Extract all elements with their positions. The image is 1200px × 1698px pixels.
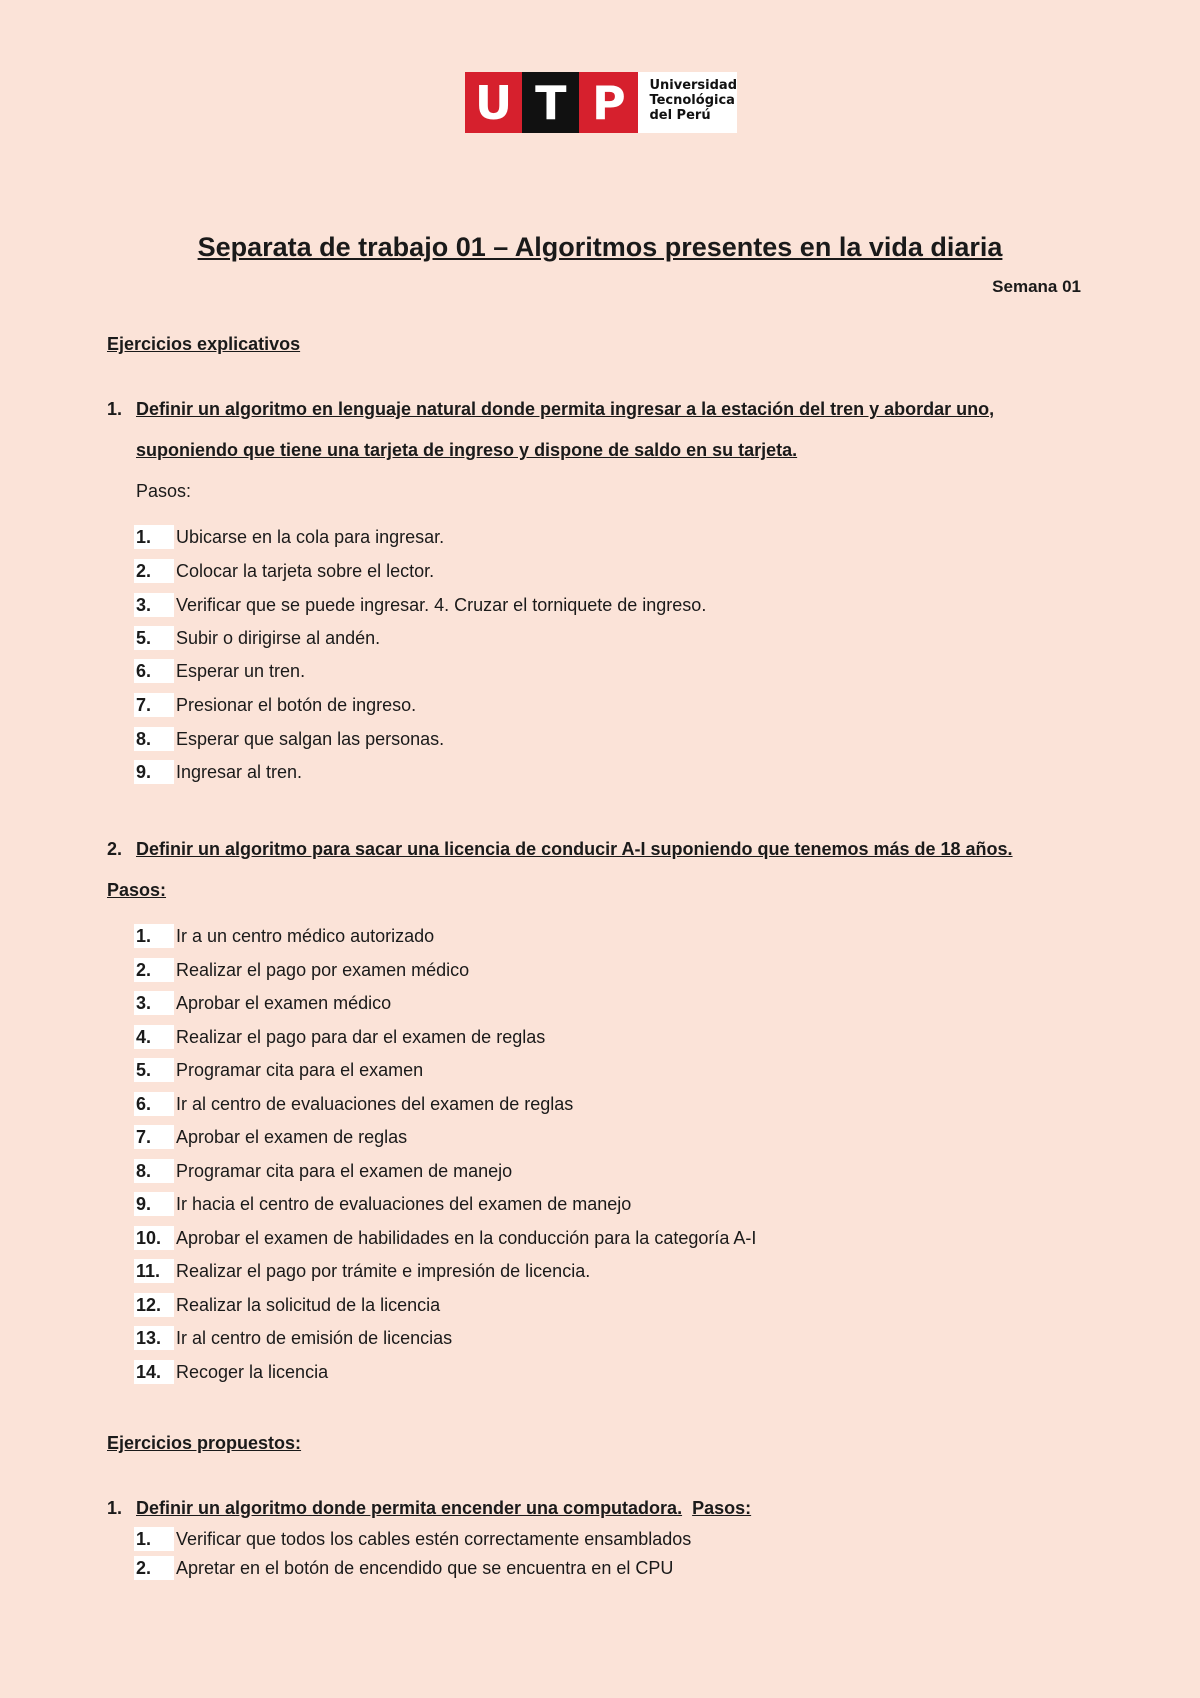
- step-number: 7.: [134, 1125, 174, 1149]
- step-text: Realizar la solicitud de la licencia: [176, 1295, 441, 1315]
- list-item: [134, 1527, 691, 1551]
- step-text: Aprobar el examen de reglas: [176, 1127, 408, 1147]
- question-2: [107, 839, 1013, 860]
- step-text: Esperar un tren.: [176, 661, 306, 681]
- step-text: Esperar que salgan las personas.: [176, 729, 445, 749]
- step-text: Recoger la licencia: [176, 1362, 329, 1382]
- list-item: [134, 659, 305, 683]
- section-heading-explicativos: Ejercicios explicativos: [107, 334, 301, 354]
- list-item: [134, 991, 391, 1015]
- step-text: Realizar el pago por examen médico: [176, 960, 470, 980]
- step-text: Realizar el pago por trámite e impresión de licencia.: [176, 1261, 591, 1281]
- logo-name-line: Universidad: [649, 78, 737, 93]
- list-item: [134, 1326, 452, 1350]
- step-number: 12.: [134, 1293, 174, 1317]
- step-number: 10.: [134, 1226, 174, 1250]
- step-text: Realizar el pago para dar el examen de reglas: [176, 1027, 546, 1047]
- list-item: [134, 1058, 423, 1082]
- step-number: 5.: [134, 1058, 174, 1082]
- question-1: [107, 399, 994, 420]
- logo-letter-t: T: [522, 72, 579, 133]
- step-number: 4.: [134, 1025, 174, 1049]
- list-item: [134, 1125, 407, 1149]
- step-text: Verificar que se puede ingresar. 4. Cruzar el torniquete de ingreso.: [176, 595, 707, 615]
- step-number: 3.: [134, 991, 174, 1015]
- question-text: Definir un algoritmo en lenguaje natural donde permita ingresar a la estación del tren y abordar uno,: [136, 399, 995, 419]
- proposed-question-1: [107, 1498, 751, 1519]
- section-heading-propuestos: Ejercicios propuestos:: [107, 1433, 302, 1453]
- step-number: 9.: [134, 1192, 174, 1216]
- step-number: 6.: [134, 1092, 174, 1116]
- steps-label: Pasos:: [136, 481, 192, 501]
- logo-name-line: Tecnológica: [649, 93, 735, 108]
- step-number: 13.: [134, 1326, 174, 1350]
- step-number: 9.: [134, 760, 174, 784]
- list-item: [134, 760, 302, 784]
- logo-letter-u: U: [465, 72, 522, 133]
- step-text: Programar cita para el examen: [176, 1060, 424, 1080]
- list-item: [134, 525, 444, 549]
- step-number: 7.: [134, 693, 174, 717]
- list-item: [134, 1259, 590, 1283]
- list-item: [134, 1293, 440, 1317]
- list-item: [134, 693, 416, 717]
- step-number: 2.: [134, 958, 174, 982]
- step-number: 8.: [134, 727, 174, 751]
- list-item: [134, 1192, 631, 1216]
- list-item: [134, 727, 444, 751]
- step-number: 1.: [134, 924, 174, 948]
- page-title: Separata de trabajo 01 – Algoritmos presentes en la vida diaria: [197, 232, 1003, 262]
- question-number: 1.: [107, 1498, 123, 1518]
- step-number: 6.: [134, 659, 174, 683]
- list-item: [134, 626, 380, 650]
- list-item: [134, 1556, 673, 1580]
- list-item: [134, 593, 706, 617]
- step-text: Subir o dirigirse al andén.: [176, 628, 381, 648]
- list-item: [134, 1092, 573, 1116]
- step-number: 2.: [134, 1556, 174, 1580]
- list-item: [134, 1025, 545, 1049]
- step-number: 1.: [134, 1527, 174, 1551]
- step-text: Ir al centro de evaluaciones del examen de reglas: [176, 1094, 574, 1114]
- step-number: 2.: [134, 559, 174, 583]
- step-number: 14.: [134, 1360, 174, 1384]
- list-item: [134, 1360, 328, 1384]
- step-number: 8.: [134, 1159, 174, 1183]
- logo-name-line: del Perú: [649, 108, 711, 123]
- step-text: Programar cita para el examen de manejo: [176, 1161, 513, 1181]
- list-item: [134, 559, 434, 583]
- logo-letter-p: P: [579, 72, 638, 133]
- step-text: Verificar que todos los cables estén correctamente ensamblados: [176, 1529, 692, 1549]
- question-1-continued: suponiendo que tiene una tarjeta de ingreso y dispone de saldo en su tarjeta.: [136, 440, 798, 460]
- question-text: Definir un algoritmo para sacar una licencia de conducir A-I suponiendo que tenemos más de 18 años.: [136, 839, 1013, 859]
- question-text: Definir un algoritmo donde permita encender una computadora.: [136, 1498, 683, 1518]
- list-item: [134, 1159, 512, 1183]
- step-number: 5.: [134, 626, 174, 650]
- step-text: Apretar en el botón de encendido que se encuentra en el CPU: [176, 1558, 674, 1578]
- step-text: Ir al centro de emisión de licencias: [176, 1328, 453, 1348]
- question-number: 1.: [107, 399, 123, 419]
- step-number: 1.: [134, 525, 174, 549]
- step-text: Presionar el botón de ingreso.: [176, 695, 417, 715]
- step-text: Aprobar el examen de habilidades en la conducción para la categoría A-I: [176, 1228, 757, 1248]
- logo-university-name: [638, 72, 737, 133]
- step-text: Ir hacia el centro de evaluaciones del examen de manejo: [176, 1194, 632, 1214]
- question-number: 2.: [107, 839, 123, 859]
- step-text: Ir a un centro médico autorizado: [176, 926, 435, 946]
- step-number: 11.: [134, 1259, 174, 1283]
- utp-logo: [465, 72, 737, 133]
- list-item: [134, 958, 469, 982]
- week-label: Semana 01: [992, 277, 1081, 296]
- step-text: Colocar la tarjeta sobre el lector.: [176, 561, 435, 581]
- step-text: Ingresar al tren.: [176, 762, 303, 782]
- list-item: [134, 1226, 756, 1250]
- steps-label: Pasos:: [692, 1498, 752, 1518]
- step-text: Ubicarse en la cola para ingresar.: [176, 527, 445, 547]
- step-number: 3.: [134, 593, 174, 617]
- step-text: Aprobar el examen médico: [176, 993, 392, 1013]
- list-item: [134, 924, 434, 948]
- steps-label: Pasos:: [107, 880, 167, 900]
